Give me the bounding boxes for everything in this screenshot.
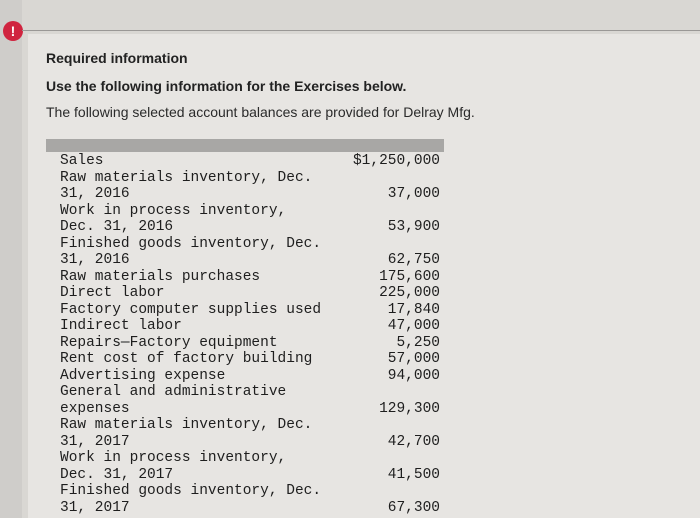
exercise-instruction: Use the following information for the Exercises below.	[46, 78, 407, 94]
table-row	[60, 170, 440, 203]
account-value: 17,840	[387, 301, 440, 318]
account-value: 225,000	[379, 285, 440, 301]
table-row	[60, 351, 440, 368]
account-value: 47,000	[387, 318, 440, 334]
account-label: Raw materials inventory, Dec. 31, 2017	[60, 417, 313, 450]
account-value: 67,300	[387, 499, 440, 516]
account-label: Finished goods inventory, Dec. 31, 2016	[60, 235, 322, 268]
account-balances-table	[60, 153, 440, 516]
account-value: 42,700	[387, 433, 440, 450]
problem-description: The following selected account balances are provided for Delray Mfg.	[46, 104, 475, 120]
table-row	[60, 203, 440, 236]
left-margin-strip	[0, 0, 22, 518]
account-value: 129,300	[379, 400, 440, 417]
account-label: Rent cost of factory building	[60, 351, 313, 367]
table-row	[60, 269, 440, 286]
account-label: Direct labor	[60, 285, 165, 301]
table-row	[60, 368, 440, 385]
account-label: Raw materials purchases	[60, 268, 261, 285]
table-row	[60, 450, 440, 483]
table-row	[60, 417, 440, 450]
account-label: Work in process inventory, Dec. 31, 2017	[60, 450, 287, 483]
alert-icon: !	[3, 21, 23, 41]
account-label: Sales	[60, 153, 104, 169]
table-row	[60, 285, 440, 302]
account-value: 37,000	[387, 186, 440, 202]
account-label: Indirect labor	[60, 318, 182, 334]
account-value: 5,250	[396, 334, 440, 351]
account-label: Work in process inventory, Dec. 31, 2016	[60, 202, 287, 235]
account-value: $1,250,000	[352, 153, 440, 169]
table-row	[60, 483, 440, 516]
table-row	[60, 335, 440, 352]
account-value: 94,000	[387, 367, 440, 384]
required-information-title: Required information	[46, 50, 188, 66]
account-label: Repairs—Factory equipment	[60, 334, 278, 351]
table-row	[60, 302, 440, 319]
table-header-bar	[46, 139, 444, 152]
account-label: Advertising expense	[60, 367, 226, 384]
account-label: Raw materials inventory, Dec. 31, 2016	[60, 169, 313, 202]
table-row	[60, 153, 440, 170]
table-row	[60, 384, 440, 417]
account-value: 57,000	[387, 351, 440, 367]
table-row	[60, 236, 440, 269]
account-value: 53,900	[387, 219, 440, 235]
table-row	[60, 318, 440, 335]
account-value: 41,500	[387, 466, 440, 483]
account-label: General and administrative expenses	[60, 384, 287, 417]
top-divider	[22, 30, 700, 31]
account-value: 62,750	[387, 252, 440, 268]
account-value: 175,600	[379, 268, 440, 285]
account-label: Factory computer supplies used	[60, 301, 322, 318]
account-label: Finished goods inventory, Dec. 31, 2017	[60, 483, 322, 516]
